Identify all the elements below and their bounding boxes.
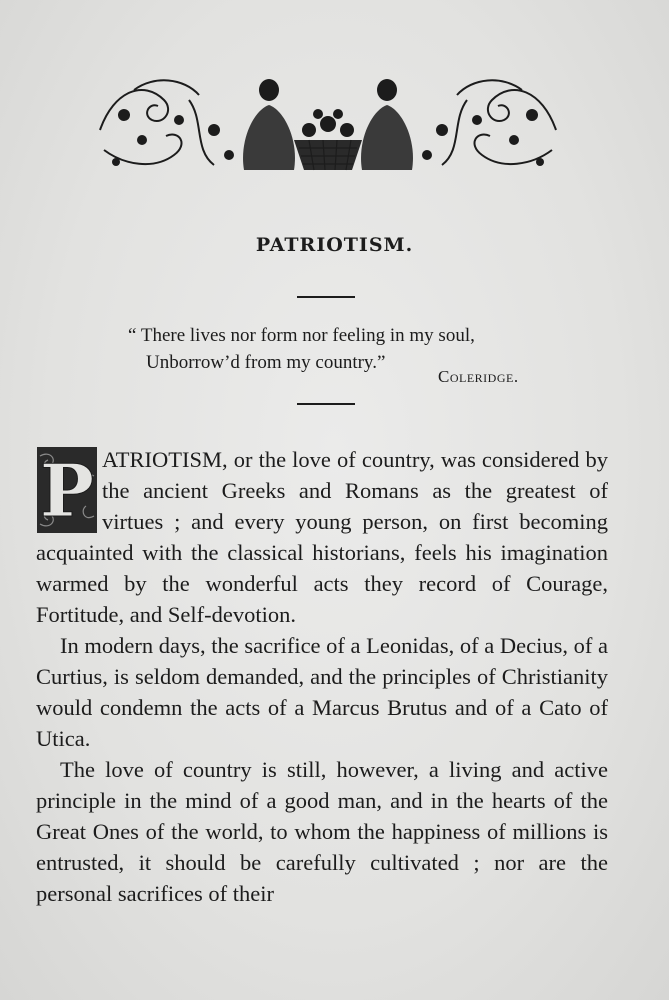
epigraph-line-1: “ There lives nor form nor feeling in my soul, [128,325,475,346]
paragraph-1-text: ATRIOTISM, or the love of country, was considered by the ancient Greeks and Romans as the greatest of virtues ; and every young person, on first becoming acquainted with the classical historians, feels his imagination warmed by the wonderful acts they record of Courage, Fortitude, and Self-devotion. [36,447,608,627]
paragraph-3-text: The love of country is still, however, a living and active principle in the mind of a good man, and in the hearts of the Great Ones of the world, to whom the happiness of millions is entrusted, it should be carefully cultivated ; nor are the personal sacrifices of their [36,757,608,906]
epigraph-line-2: Unborrow’d from my country.” [146,352,386,373]
paragraph-2 [36,630,608,754]
epigraph [128,322,475,376]
epigraph-attribution: Coleridge. [438,367,519,386]
paragraph-2-text: In modern days, the sacrifice of a Leonidas, of a Decius, of a Curtius, is seldom demanded, and the principles of Christianity would condemn the acts of a Marcus Brutus and of a Cato of Utica. [36,633,608,751]
top-rule [297,296,355,298]
chapter-title: PATRIOTISM. [255,234,414,256]
svg-text:P: P [39,448,95,533]
decorative-headpiece-ornament [94,70,562,182]
chapter-body [36,444,608,909]
paragraph-1 [36,444,608,630]
paragraph-3 [36,754,608,909]
bottom-rule [297,403,355,405]
drop-cap-p [36,446,98,534]
